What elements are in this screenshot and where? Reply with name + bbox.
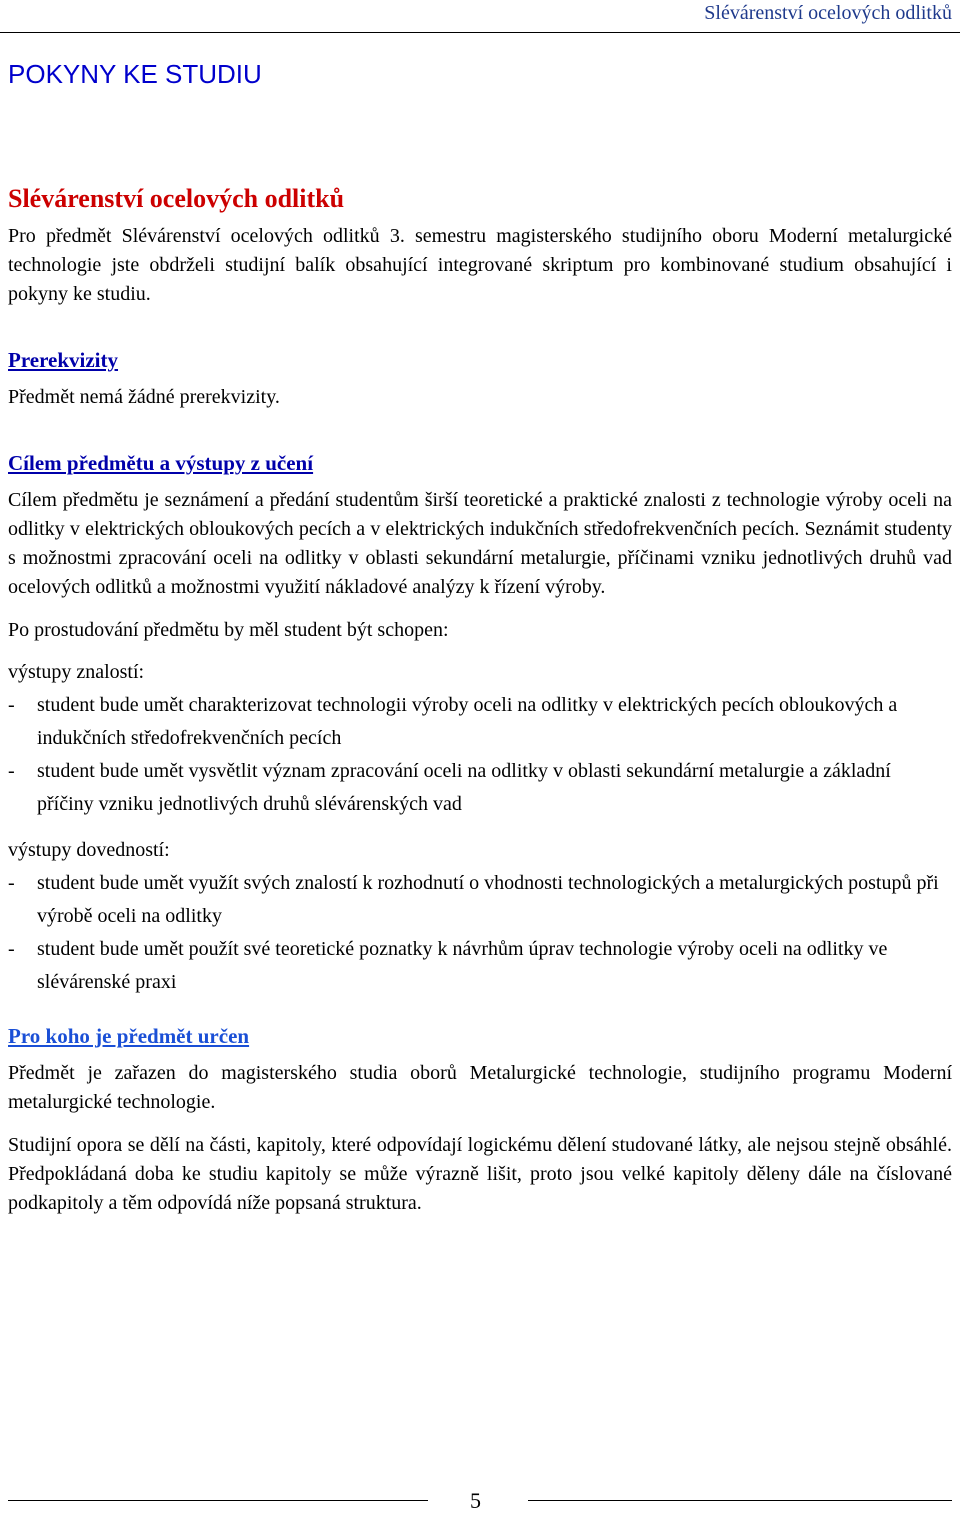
running-header: Slévárenství ocelových odlitků	[704, 2, 952, 24]
skills-outputs-heading: výstupy dovedností:	[8, 839, 170, 861]
header-rule	[0, 32, 960, 33]
goals-heading: Cílem předmětu a výstupy z učení	[8, 451, 314, 475]
audience-text-2: Studijní opora se dělí na části, kapitoly, které odpovídají logickému dělení studované látky, ale nejsou stejně obsáhlé. Předpokládaná doba ke studiu kapitoly se může výrazně lišit, proto jsou velké kapitoly děleny dále na číslované podkapitoly a těm odpovídá níže popsaná struktura.	[8, 1134, 952, 1214]
page-content	[8, 54, 952, 1218]
audience-text-1: Předmět je zařazen do magisterského studia oborů Metalurgické technologie, studijního programu Moderní metalurgické technologie.	[8, 1062, 952, 1113]
footer-rule-left	[8, 1500, 428, 1501]
list-item: - student bude umět použít své teoretické poznatky k návrhům úprav technologie výroby oceli na odlitky ve slévárenské praxi	[8, 933, 952, 999]
list-item: - student bude umět využít svých znalostí k rozhodnutí o vhodnosti technologických a metalurgických postupů při výrobě oceli na odlitky	[8, 867, 952, 933]
audience-heading: Pro koho je předmět určen	[8, 1024, 250, 1048]
page-title: POKYNY KE STUDIU	[8, 59, 262, 89]
prerequisites-heading: Prerekvizity	[8, 348, 119, 372]
knowledge-outputs-heading: výstupy znalostí:	[8, 661, 145, 683]
goals-text: Cílem předmětu je seznámení a předání studentům širší teoretické a praktické znalosti z technologie výroby oceli na odlitky v elektrických obloukových pecích a v elektrických indukčních středofrekvenčních pecích. Seznámit studenty s možnostmi zpracování oceli na odlitky v oblasti sekundární metalurgie, příčinami vzniku jednotlivých druhů vad ocelových odlitků a možnostmi využití nákladové analýzy k řízení výroby.	[8, 489, 952, 598]
knowledge-outputs-list	[8, 689, 952, 821]
prerequisites-text: Předmět nemá žádné prerekvizity.	[8, 386, 280, 408]
footer-rule-right	[528, 1500, 952, 1501]
list-item: - student bude umět charakterizovat technologii výroby oceli na odlitky v elektrických pecích obloukových a indukčních středofrekvenčních pecích	[8, 689, 952, 755]
subject-title: Slévárenství ocelových odlitků	[8, 184, 345, 213]
goals-after-text: Po prostudování předmětu by měl student být schopen:	[8, 619, 449, 641]
intro-paragraph: Pro předmět Slévárenství ocelových odlitků 3. semestru magisterského studijního oboru Moderní metalurgické technologie jste obdrželi studijní balík obsahující integrované skriptum pro kombinované studium obsahující i pokyny ke studiu.	[8, 225, 952, 305]
page-number: 5	[470, 1488, 481, 1513]
skills-outputs-list	[8, 867, 952, 999]
list-item: - student bude umět vysvětlit význam zpracování oceli na odlitky v oblasti sekundární metalurgie a základní příčiny vzniku jednotlivých druhů slévárenských vad	[8, 755, 952, 821]
